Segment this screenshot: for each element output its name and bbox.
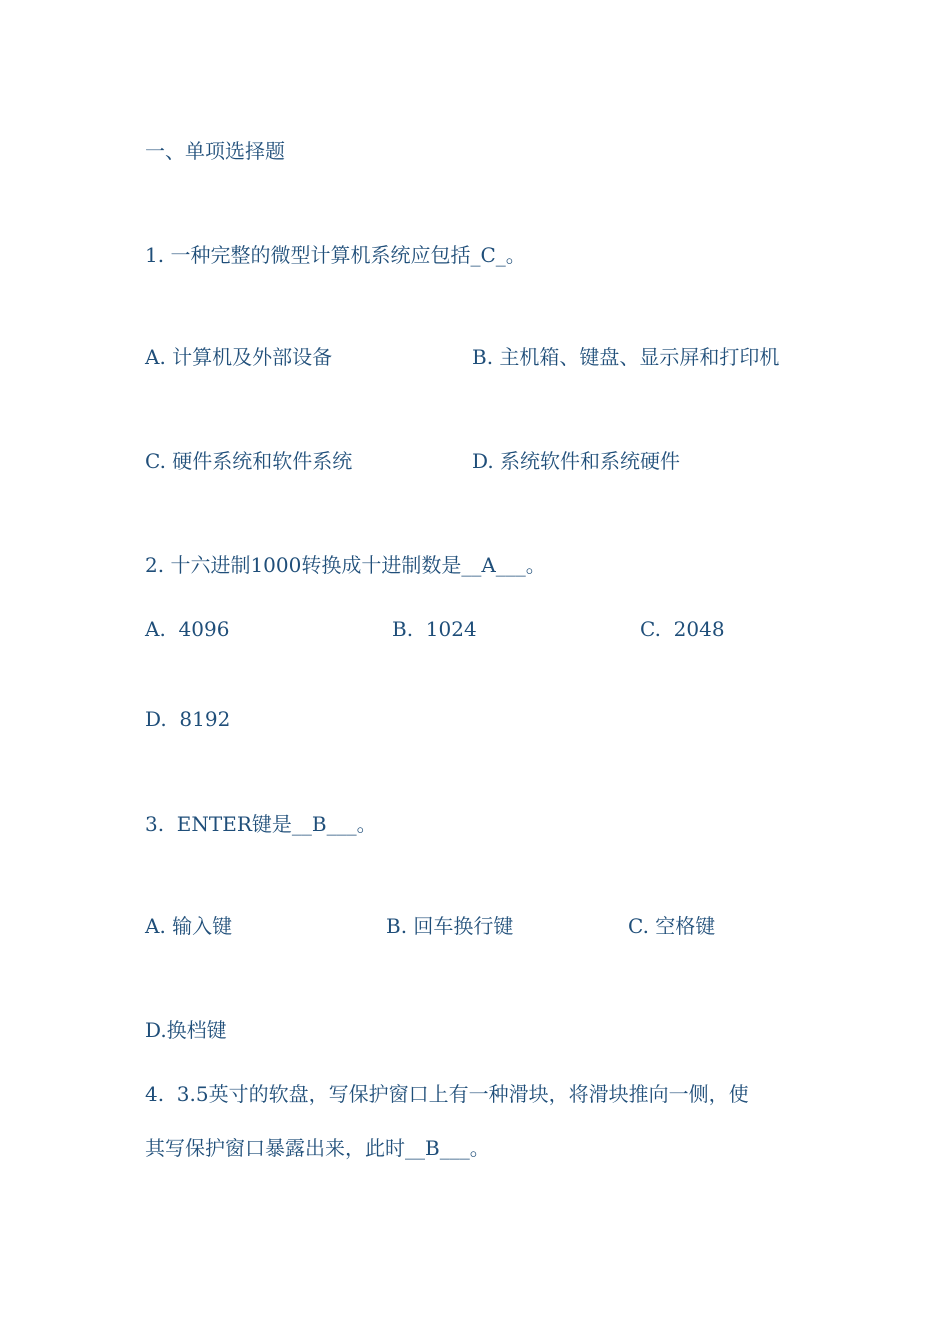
question-3-option-b: B. 回车换行键 <box>386 914 514 938</box>
question-2-option-d: D. 8192 <box>145 707 231 731</box>
question-3-option-d: D.换档键 <box>145 1018 227 1042</box>
question-2-stem: 2. 十六进制1000转换成十进制数是__A___。 <box>145 553 546 577</box>
question-3-option-a: A. 输入键 <box>145 914 233 938</box>
question-4-stem-line-2: 其写保护窗口暴露出来，此时__B___。 <box>145 1136 490 1160</box>
question-1-stem: 1. 一种完整的微型计算机系统应包括_C_。 <box>145 243 526 267</box>
question-2-option-b: B. 1024 <box>392 617 477 641</box>
question-1-option-b: B. 主机箱、键盘、显示屏和打印机 <box>472 345 780 369</box>
section-title: 一、单项选择题 <box>145 139 285 163</box>
question-2-option-a: A. 4096 <box>145 617 230 641</box>
question-1-option-a: A. 计算机及外部设备 <box>145 345 333 369</box>
question-1-option-c: C. 硬件系统和软件系统 <box>145 449 353 473</box>
question-3-option-c: C. 空格键 <box>628 914 716 938</box>
question-2-option-c: C. 2048 <box>640 617 725 641</box>
question-1-option-d: D. 系统软件和系统硬件 <box>472 449 681 473</box>
question-3-stem: 3. ENTER键是__B___。 <box>145 812 377 836</box>
question-4-stem-line-1: 4. 3.5英寸的软盘，写保护窗口上有一种滑块，将滑块推向一侧，使 <box>145 1082 749 1106</box>
